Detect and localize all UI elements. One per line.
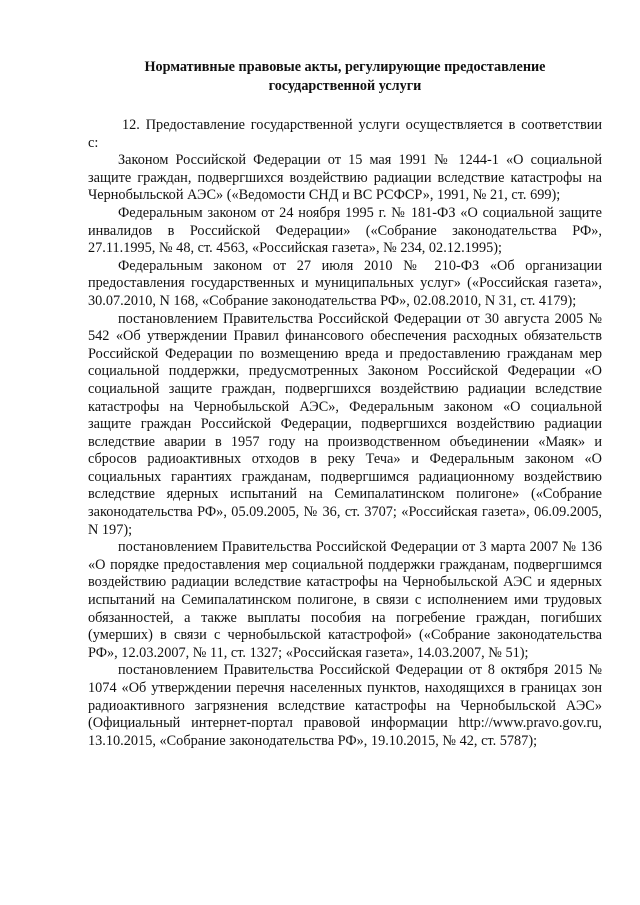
title-line-1: Нормативные правовые акты, регулирующие предоставление: [144, 59, 546, 75]
document-page: [88, 58, 602, 750]
document-title: [88, 58, 602, 96]
paragraph-resolution-542: постановлением Правительства Российской Федерации от 30 августа 2005 № 542 «Об утверждении Правил финансового обеспечения расходных обязательств Российской Федерации по возмещению вреда и предоставлению гражданам мер социальной поддержки, предусмотренных Законом Российской Федерации «О социальной защите граждан, подвергшихся воздействию радиации вследствие катастрофы на Чернобыльской АЭС», Федеральным законом «О социальной защите граждан Российской Федерации, подвергшихся воздействию радиации вследствие аварии в 1957 году на производственном объединении «Маяк» и сбросов радиоактивных отходов в реку Теча» и Федеральным законом «О социальных гарантиях гражданам, подвергшимся радиационному воздействию вследствие ядерных испытаний на Семипалатинском полигоне» («Собрание законодательства РФ», 05.09.2005, № 36, ст. 3707; «Российская газета», 06.09.2005, N 197);: [88, 310, 602, 538]
title-line-2: государственной услуги: [268, 78, 422, 94]
paragraph-law-210-fz: Федеральным законом от 27 июля 2010 № 210-ФЗ «Об организации предоставления государственных и муниципальных услуг» («Российская газета», 30.07.2010, N 168, «Собрание законодательства РФ», 02.08.2010, N 31, ст. 4179);: [88, 257, 602, 309]
paragraph-law-1244-1: Законом Российской Федерации от 15 мая 1991 № 1244-1 «О социальной защите граждан, подвергшихся воздействию радиации вследствие катастрофы на Чернобыльской АЭС» («Ведомости СНД и ВС РСФСР», 1991, № 21, ст. 699);: [88, 152, 602, 204]
paragraph-resolution-136: постановлением Правительства Российской Федерации от 3 марта 2007 № 136 «О порядке предоставления мер социальной поддержки гражданам, подвергшимся воздействию радиации вследствие катастрофы на Чернобыльской АЭС и ядерных испытаний на Семипалатинском полигоне, в связи с исполнением ими трудовых обязанностей, а также выплаты пособия на погребение граждан, погибших (умерших) в связи с чернобыльской катастрофой» («Собрание законодательства РФ», 12.03.2007, № 11, ст. 1327; «Российская газета», 14.03.2007, № 51);: [88, 539, 602, 661]
paragraph-intro: 12. Предоставление государственной услуги осуществляется в соответствии с:: [88, 117, 602, 151]
paragraph-law-181-fz: Федеральным законом от 24 ноября 1995 г. № 181-ФЗ «О социальной защите инвалидов в Российской Федерации» («Собрание законодательства РФ», 27.11.1995, № 48, ст. 4563, «Российская газета», № 234, 02.12.1995);: [88, 204, 602, 257]
paragraph-resolution-1074: постановлением Правительства Российской Федерации от 8 октября 2015 № 1074 «Об утверждении перечня населенных пунктов, находящихся в границах зон радиоактивного загрязнения вследствие катастрофы на Чернобыльской АЭС» (Официальный интернет-портал правовой информации http://www.pravo.gov.ru, 13.10.2015, «Собрание законодательства РФ», 19.10.2015, № 42, ст. 5787);: [88, 662, 602, 749]
